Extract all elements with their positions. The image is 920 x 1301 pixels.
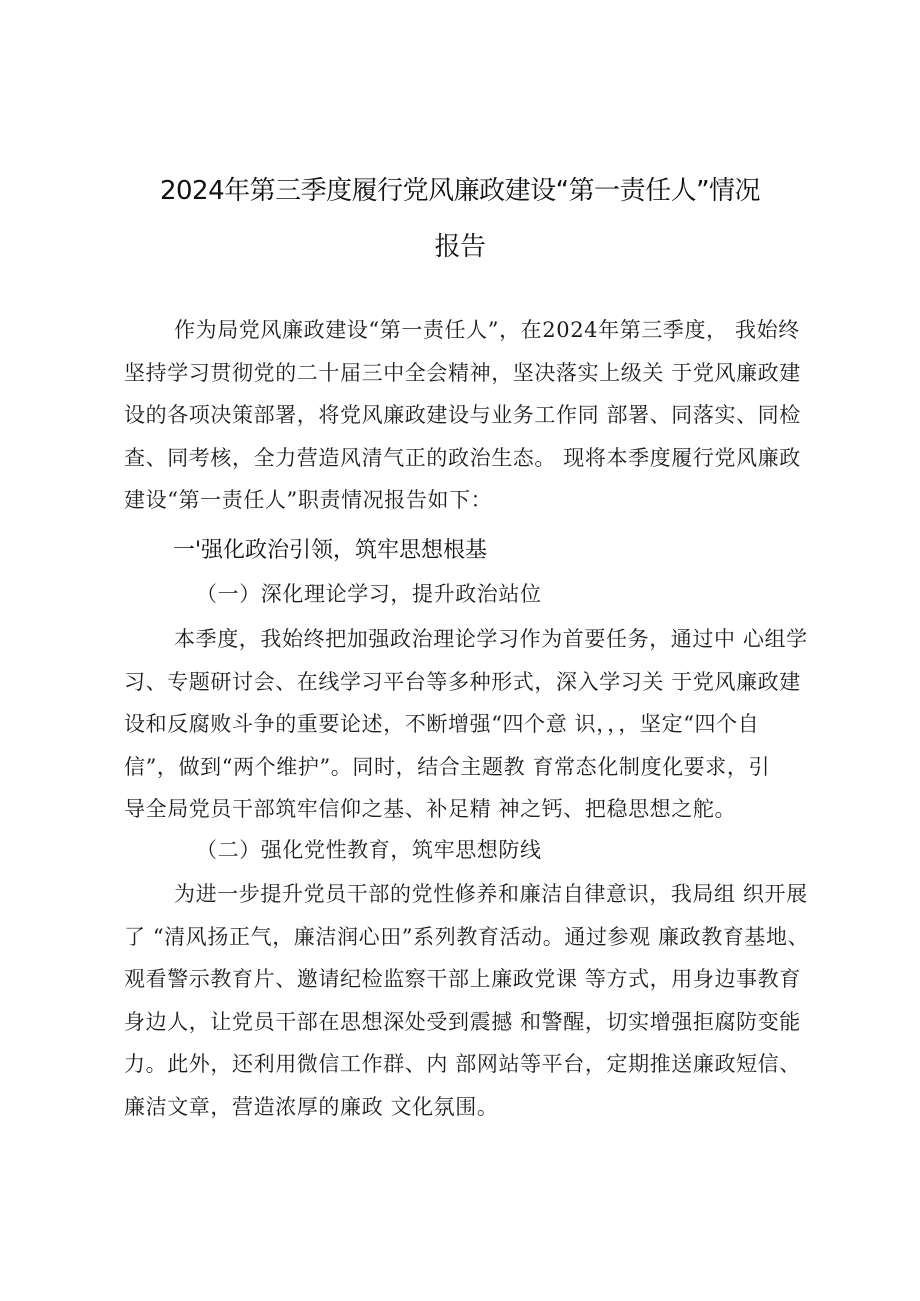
text-line: 了 “清风扬正气，廉洁润心田”系列教育活动。通过参观 廉政教育基地、 bbox=[124, 924, 810, 949]
subsection-2-paragraph bbox=[124, 873, 814, 1128]
title-line-2: 报告 bbox=[434, 232, 486, 262]
text-line: 廉洁文章，营造浓厚的廉政 文化氛围。 bbox=[124, 1094, 499, 1119]
text-line: 设的各项决策部署，将党风廉政建设与业务工作同 部署、同落实、同检 bbox=[124, 403, 801, 427]
subsection-heading-2: （二）强化党性教育，筑牢思想防线 bbox=[196, 838, 542, 862]
text-line: 设和反腐败斗争的重要论述，不断增强“四个意 识，，，坚定“四个自 bbox=[124, 712, 760, 736]
title-line-1: 2024年第三季度履行党风廉政建设“第一责任人”情况 bbox=[159, 176, 761, 206]
subsection-heading-1: （一）深化理论学习，提升政治站位 bbox=[196, 582, 542, 606]
text-line: 身边人，让党员干部在思想深处受到震撼 和警醒，切实增强拒腐防变能 bbox=[124, 1009, 801, 1034]
text-line: 习、专题研讨会、在线学习平台等多种形式，深入学习关 于党风廉政建 bbox=[124, 669, 801, 694]
text-line: 坚持学习贯彻党的二十届三中全会精神，坚决落实上级关 于党风廉政建 bbox=[124, 360, 801, 385]
text-line: 观看警示教育片、邀请纪检监察干部上廉政党课 等方式，用身边事教育 bbox=[124, 967, 801, 991]
text-line: 信”，做到“两个维护”。同时，结合主题教 育常态化制度化要求，引 bbox=[124, 754, 771, 779]
text-line: 力。此外，还利用微信工作群、内 部网站等平台，定期推送廉政短信、 bbox=[124, 1052, 801, 1076]
subsection-1-paragraph bbox=[124, 618, 814, 831]
text-line: 建设“第一责任人”职责情况报告如下： bbox=[124, 488, 493, 512]
document-title bbox=[110, 163, 810, 275]
text-line: 导全局党员干部筑牢信仰之基、补足精 神之钙、把稳思想之舵。 bbox=[124, 797, 737, 821]
text-line: 查、同考核，全力营造风清气正的政治生态。 现将本季度履行党风廉政 bbox=[124, 445, 801, 470]
text-line: 作为局党风廉政建设“第一责任人”，在2024年第三季度， 我始终 bbox=[174, 318, 800, 342]
section-heading-1: 一'强化政治引领，筑牢思想根基 bbox=[173, 538, 488, 563]
intro-paragraph bbox=[124, 309, 814, 522]
text-line: 为进一步提升党员干部的党性修养和廉洁自律意识，我局组 织开展 bbox=[174, 882, 808, 906]
text-line: 本季度，我始终把加强政治理论学习作为首要任务，通过中 心组学 bbox=[174, 627, 808, 651]
